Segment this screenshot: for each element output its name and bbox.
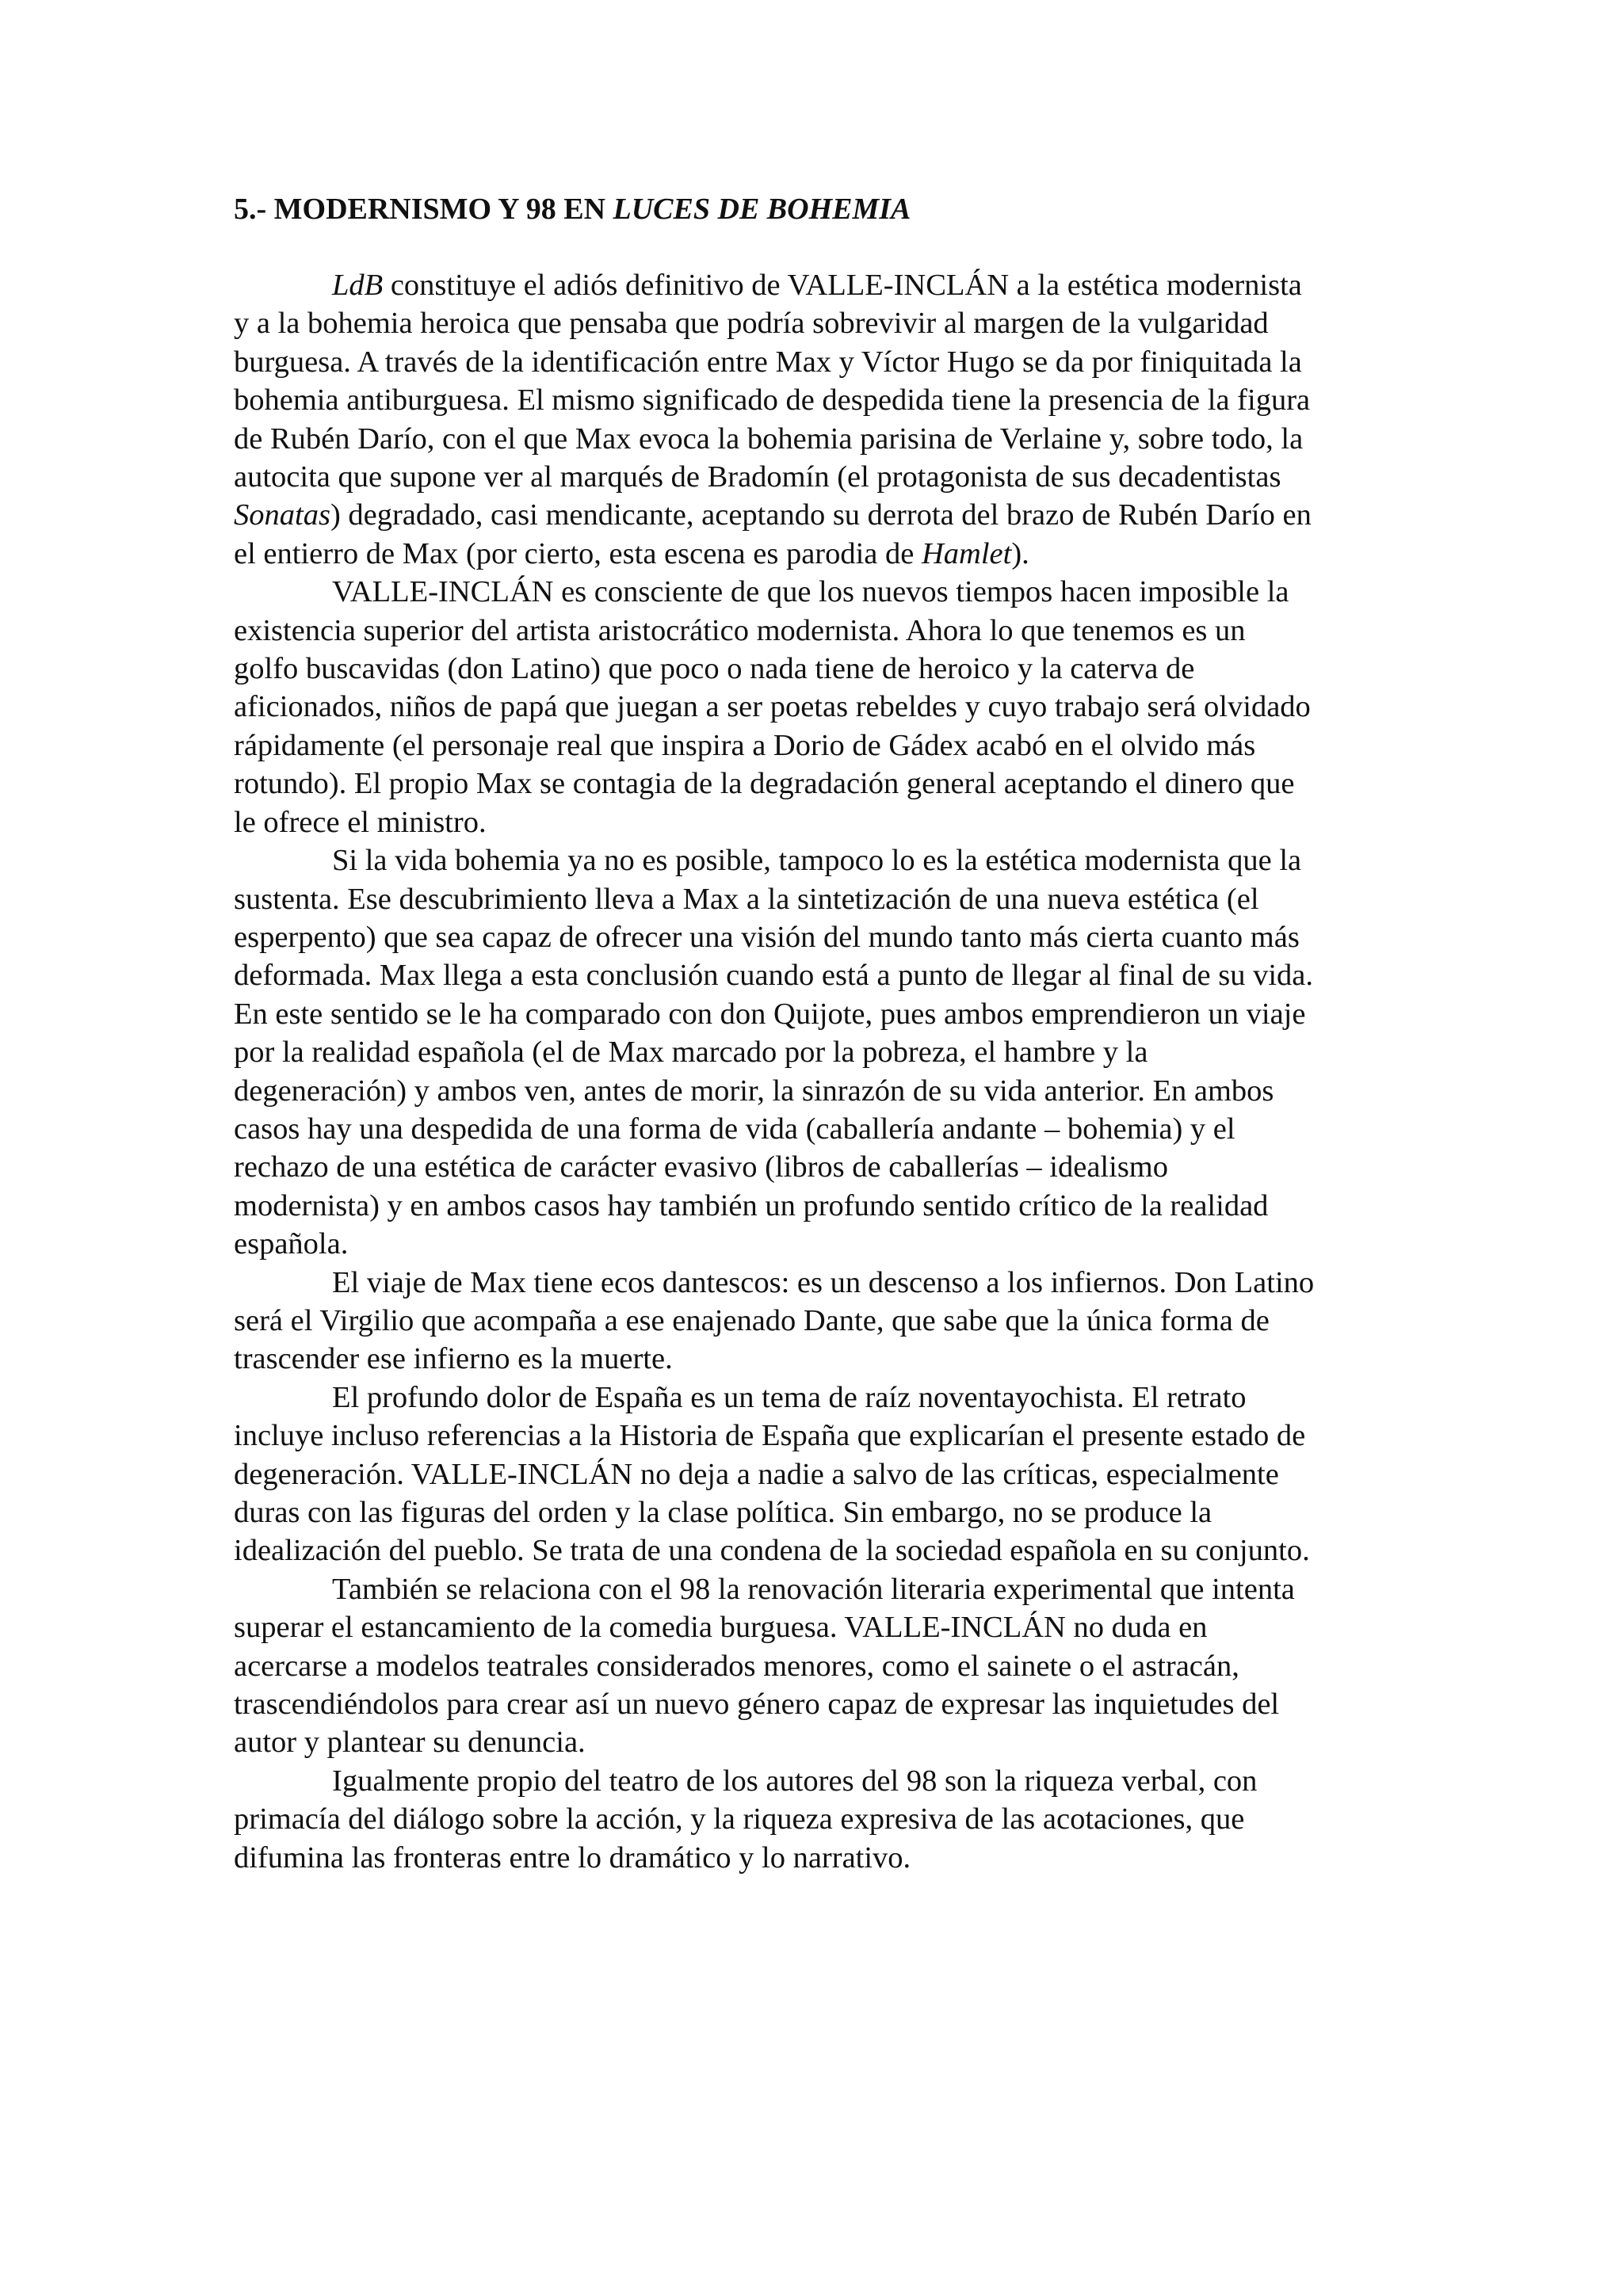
text-run: ).: [1011, 536, 1029, 570]
paragraph: [234, 841, 1407, 1263]
text-line: [234, 1110, 1407, 1148]
section-heading: [234, 190, 1407, 228]
text-run: El profundo dolor de España es un tema de raíz noventayochista. El retrato: [332, 1380, 1247, 1414]
text-line: [234, 1033, 1407, 1071]
text-run: española.: [234, 1227, 349, 1261]
text-run: aficionados, niños de papá que juegan a ser poetas rebeldes y cuyo trabajo será olvidado: [234, 690, 1311, 724]
text-run: degeneración) y ambos ven, antes de morir, la sinrazón de su vida anterior. En ambos: [234, 1074, 1274, 1108]
text-run: rotundo). El propio Max se contagia de la degradación general aceptando el dinero que: [234, 767, 1295, 801]
text-line: [234, 1493, 1407, 1531]
text-run: acercarse a modelos teatrales considerados menores, como el sainete o el astracán,: [234, 1649, 1239, 1683]
text-line: [234, 765, 1407, 803]
text-line: [234, 688, 1407, 726]
text-run: ) degradado, casi mendicante, aceptando su derrota del brazo de Rubén Darío en: [330, 498, 1312, 532]
text-line: [234, 880, 1407, 918]
text-line: [234, 918, 1407, 956]
text-run: será el Virgilio que acompaña a ese enajenado Dante, que sabe que la única forma de: [234, 1303, 1270, 1337]
text-line: [234, 1839, 1407, 1877]
text-line: [234, 803, 1407, 841]
text-run: bohemia antiburguesa. El mismo significado de despedida tiene la presencia de la figura: [234, 383, 1311, 418]
text-line: [234, 1685, 1407, 1723]
text-line: [234, 650, 1407, 688]
text-run: deformada. Max llega a esta conclusión cuando está a punto de llegar al final de su vida.: [234, 959, 1313, 993]
text-run: incluye incluso referencias a la Historia de España que explicarían el presente estado de: [234, 1419, 1306, 1453]
text-run: le ofrece el ministro.: [234, 805, 487, 839]
text-line: [234, 1340, 1407, 1378]
text-run: sustenta. Ese descubrimiento lleva a Max a la sintetización de una nueva estética (el: [234, 882, 1259, 916]
paragraph: [234, 1762, 1407, 1877]
text-line: [234, 381, 1407, 419]
text-run: degeneración. VALLE-INCLÁN no deja a nadie a salvo de las críticas, especialmente: [234, 1457, 1279, 1491]
text-run: por la realidad española (el de Max marcado por la pobreza, el hambre y la: [234, 1035, 1148, 1070]
text-line: [234, 1723, 1407, 1761]
heading-prefix: 5.- MODERNISMO Y 98 EN: [234, 193, 613, 226]
text-line: [234, 727, 1407, 765]
text-run: burguesa. A través de la identificación entre Max y Víctor Hugo se da por finiquitada la: [234, 345, 1302, 379]
text-run: También se relaciona con el 98 la renovación literaria experimental que intenta: [332, 1572, 1295, 1606]
paragraph: [234, 1570, 1407, 1762]
text-run: rechazo de una estética de carácter evasivo (libros de caballerías – idealismo: [234, 1150, 1169, 1184]
text-line: [234, 1264, 1407, 1302]
text-run: modernista) y en ambos casos hay también un profundo sentido crítico de la realidad: [234, 1188, 1269, 1222]
text-run: En este sentido se le ha comparado con don Quijote, pues ambos emprendieron un viaje: [234, 997, 1306, 1031]
text-run: esperpento) que sea capaz de ofrecer una visión del mundo tanto más cierta cuanto más: [234, 920, 1300, 954]
text-line: [234, 1225, 1407, 1263]
text-line: [234, 535, 1407, 573]
text-line: [234, 612, 1407, 650]
text-run: trascendiéndolos para crear así un nuevo género capaz de expresar las inquietudes del: [234, 1688, 1280, 1722]
text-run: primacía del diálogo sobre la acción, y la riqueza expresiva de las acotaciones, que: [234, 1802, 1245, 1836]
text-line: [234, 1570, 1407, 1608]
text-run: superar el estancamiento de la comedia burguesa. VALLE-INCLÁN no duda en: [234, 1611, 1208, 1645]
document-page: [234, 190, 1407, 1877]
heading-title: LUCES DE BOHEMIA: [613, 193, 911, 226]
text-run: autor y plantear su denuncia.: [234, 1726, 586, 1760]
text-run: difumina las fronteras entre lo dramático y lo narrativo.: [234, 1840, 911, 1875]
text-line: [234, 995, 1407, 1033]
text-run: duras con las figuras del orden y la clase política. Sin embargo, no se produce la: [234, 1496, 1212, 1529]
text-line: [234, 1187, 1407, 1225]
text-line: [234, 1647, 1407, 1685]
text-run: casos hay una despedida de una forma de vida (caballería andante – bohemia) y el: [234, 1112, 1235, 1146]
text-run: el entierro de Max (por cierto, esta escena es parodia de: [234, 536, 922, 570]
text-line: [234, 1072, 1407, 1110]
text-line: [234, 1531, 1407, 1569]
text-line: [234, 841, 1407, 879]
text-line: [234, 266, 1407, 304]
text-line: [234, 1302, 1407, 1340]
text-line: [234, 956, 1407, 994]
text-line: [234, 1148, 1407, 1186]
text-run: trascender ese infierno es la muerte.: [234, 1342, 673, 1376]
text-run: El viaje de Max tiene ecos dantescos: es un descenso a los infiernos. Don Latino: [332, 1265, 1315, 1299]
text-line: [234, 1417, 1407, 1455]
text-run: autocita que supone ver al marqués de Bradomín (el protagonista de sus decadentistas: [234, 460, 1281, 494]
text-line: [234, 1455, 1407, 1493]
text-line: [234, 573, 1407, 611]
text-run: existencia superior del artista aristocrático modernista. Ahora lo que tenemos es un: [234, 613, 1246, 647]
text-run: golfo buscavidas (don Latino) que poco o nada tiene de heroico y la caterva de: [234, 652, 1195, 686]
text-line: [234, 1762, 1407, 1800]
text-run: constituye el adiós definitivo de VALLE-INCLÁN a la estética modernista: [383, 269, 1302, 302]
paragraph: [234, 573, 1407, 841]
text-line: [234, 1800, 1407, 1838]
text-line: [234, 420, 1407, 458]
italic-title: LdB: [332, 269, 384, 302]
text-run: Igualmente propio del teatro de los autores del 98 son la riqueza verbal, con: [332, 1764, 1258, 1798]
italic-title: Hamlet: [921, 536, 1012, 570]
text-run: VALLE-INCLÁN es consciente de que los nuevos tiempos hacen imposible la: [332, 575, 1289, 609]
text-run: y a la bohemia heroica que pensaba que podría sobrevivir al margen de la vulgaridad: [234, 307, 1269, 341]
text-line: [234, 343, 1407, 381]
text-run: rápidamente (el personaje real que inspira a Dorio de Gádex acabó en el olvido más: [234, 728, 1256, 762]
text-line: [234, 458, 1407, 496]
text-run: Si la vida bohemia ya no es posible, tampoco lo es la estética modernista que la: [332, 844, 1302, 878]
paragraph: [234, 266, 1407, 573]
text-run: idealización del pueblo. Se trata de una condena de la sociedad española en su conjunto.: [234, 1534, 1310, 1568]
text-run: de Rubén Darío, con el que Max evoca la bohemia parisina de Verlaine y, sobre todo, la: [234, 421, 1304, 456]
text-line: [234, 1379, 1407, 1417]
text-line: [234, 1608, 1407, 1646]
paragraph: [234, 1379, 1407, 1570]
text-line: [234, 496, 1407, 534]
italic-title: Sonatas: [234, 498, 330, 532]
paragraph: [234, 1264, 1407, 1379]
body-text: [234, 266, 1407, 1877]
text-line: [234, 304, 1407, 342]
